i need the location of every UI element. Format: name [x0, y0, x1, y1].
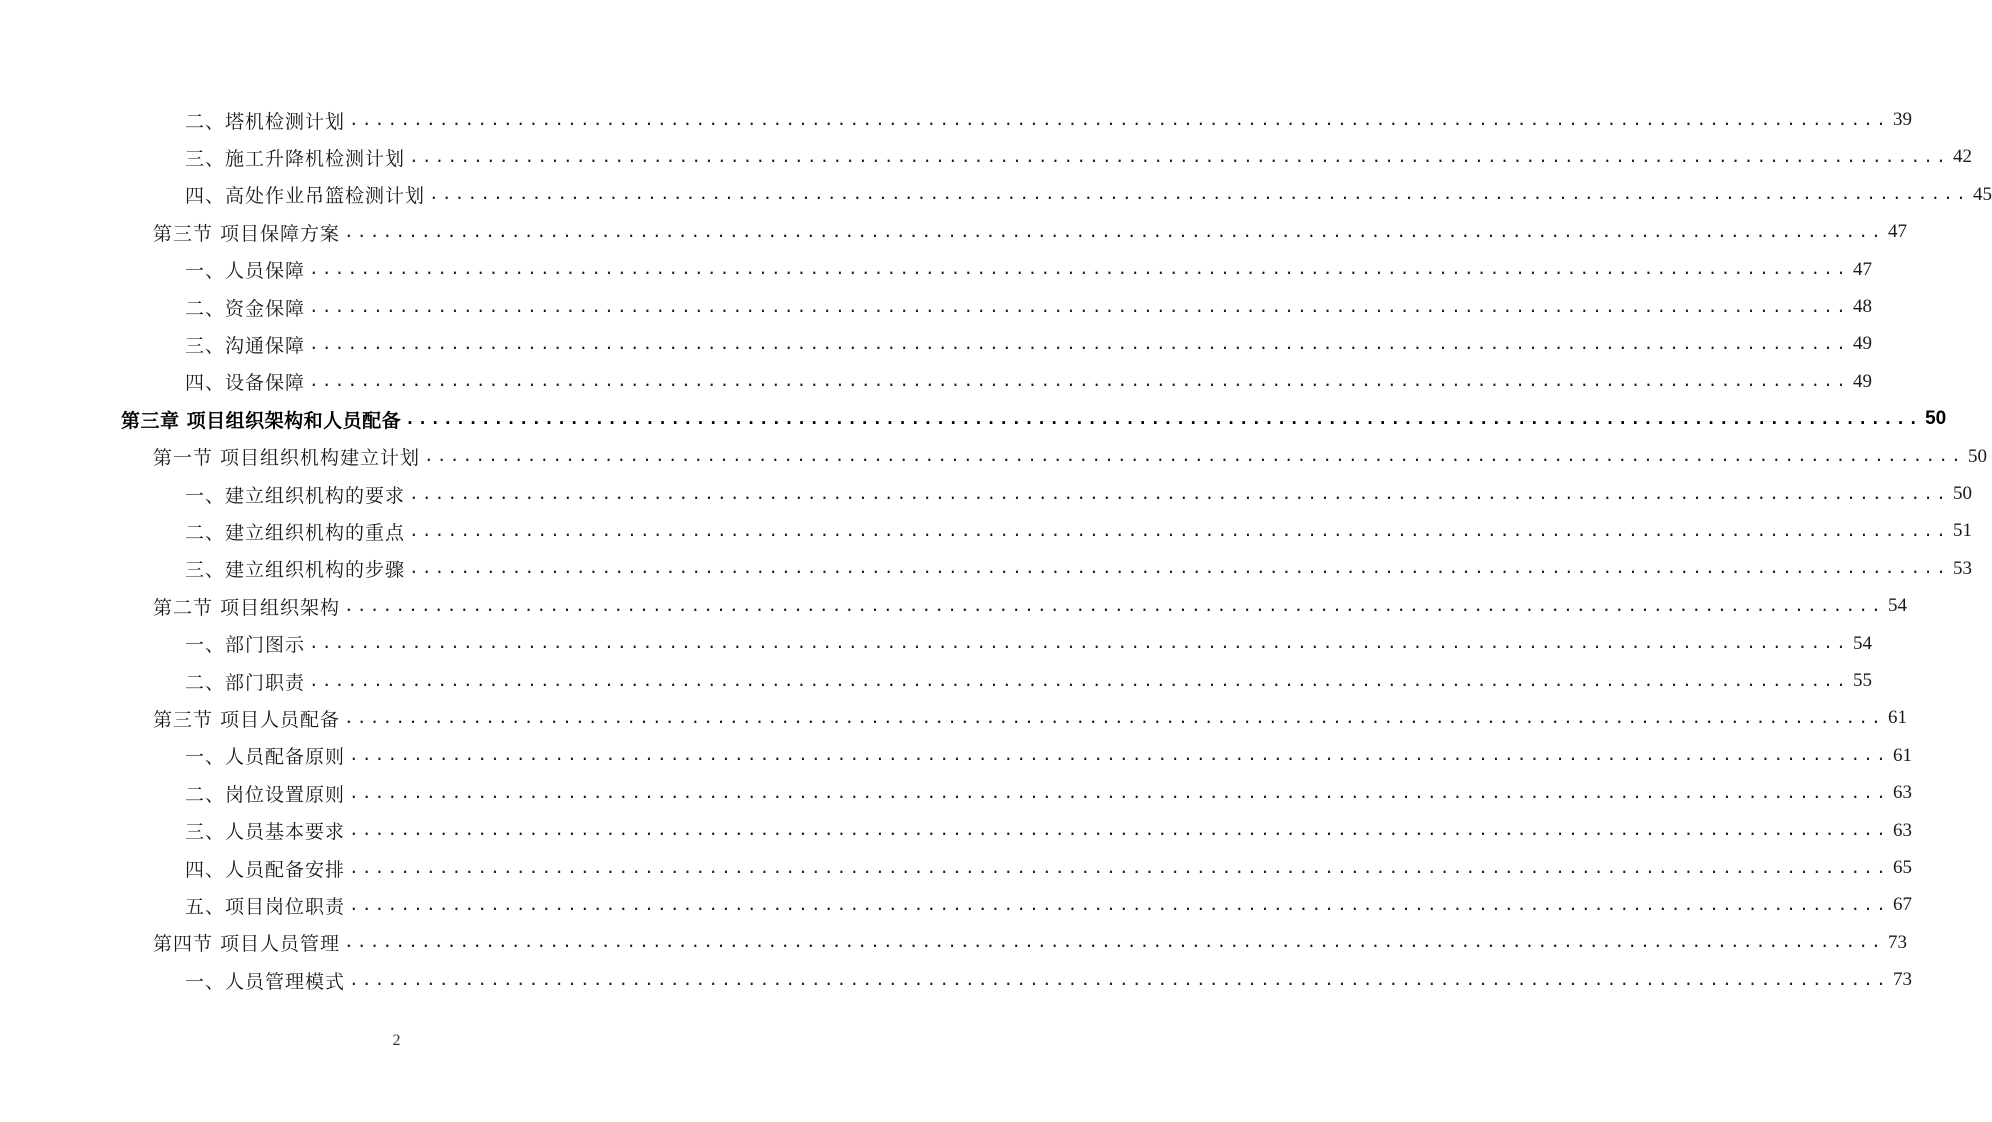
toc-entry-title: 四、设备保障: [185, 372, 306, 395]
toc-section-entry[interactable]: [153, 591, 1907, 621]
toc-entry-page-number: 67: [1892, 894, 1912, 916]
toc-entry-page-number: 39: [1892, 109, 1912, 130]
toc-dot-leader: ........................................................................................................................: [344, 932, 1884, 952]
toc-subsection-entry[interactable]: [185, 516, 1972, 546]
toc-entry-page-number: 63: [1892, 819, 1912, 841]
toc-entry-page-number: 54: [1852, 632, 1872, 654]
toc-dot-leader: ........................................................................................................................: [409, 146, 1949, 166]
toc-entry-title: 第三章 项目组织架构和人员配备: [121, 409, 402, 432]
toc-entry-page-number: 49: [1852, 370, 1872, 392]
toc-subsection-entry[interactable]: [185, 367, 1872, 397]
toc-dot-leader: ........................................................................................................................: [349, 894, 1889, 914]
toc-entry-page-number: 54: [1887, 595, 1907, 617]
toc-entry-title: 四、人员配备安排: [185, 858, 346, 881]
toc-entry-title: 第四节 项目人员管理: [153, 933, 341, 956]
toc-subsection-entry[interactable]: [185, 965, 1912, 995]
toc-entry-title: 二、资金保障: [185, 297, 306, 320]
toc-entry-page-number: 51: [1952, 520, 1972, 542]
toc-entry-title: 一、部门图示: [185, 634, 306, 657]
toc-entry-page-number: 61: [1892, 744, 1912, 766]
toc-entry-title: 一、人员配备原则: [185, 746, 346, 769]
toc-entry-title: 三、人员基本要求: [185, 821, 346, 844]
toc-dot-leader: ........................................................................................................................: [424, 446, 1964, 466]
toc-entry-page-number: 47: [1852, 258, 1872, 280]
toc-entry-title: 四、高处作业吊篮检测计划: [185, 185, 426, 208]
toc-entry-title: 一、人员保障: [185, 260, 306, 283]
toc-entry-page-number: 53: [1952, 557, 1972, 579]
toc-entry-title: 一、建立组织机构的要求: [185, 484, 406, 507]
toc-entry-title: 二、岗位设置原则: [185, 783, 346, 806]
toc-dot-leader: ........................................................................................................................: [309, 333, 1849, 353]
toc-entry-page-number: 65: [1892, 857, 1912, 878]
toc-entry-page-number: 73: [1887, 931, 1907, 953]
toc-section-entry[interactable]: [153, 442, 1987, 472]
toc-subsection-entry[interactable]: [185, 741, 1912, 771]
toc-dot-leader: ........................................................................................................................: [349, 782, 1889, 802]
toc-dot-leader: ........................................................................................................................: [409, 558, 1949, 578]
toc-entry-title: 二、塔机检测计划: [185, 110, 346, 133]
toc-subsection-entry[interactable]: [185, 329, 1872, 359]
toc-dot-leader: ........................................................................................................................: [409, 520, 1949, 540]
toc-subsection-entry[interactable]: [185, 853, 1912, 883]
toc-dot-leader: ........................................................................................................................: [349, 820, 1889, 840]
toc-dot-leader: ........................................................................................................................: [349, 857, 1889, 877]
toc-entry-title: 第二节 项目组织架构: [153, 596, 341, 619]
toc-dot-leader: ........................................................................................................................: [409, 483, 1949, 503]
toc-entry-title: 第三节 项目保障方案: [153, 222, 341, 245]
toc-entry-title: 二、建立组织机构的重点: [185, 521, 406, 544]
toc-entry-page-number: 45: [1972, 183, 1992, 205]
toc-subsection-entry[interactable]: [185, 890, 1912, 920]
toc-entry-title: 五、项目岗位职责: [185, 895, 346, 918]
toc-subsection-entry[interactable]: [185, 666, 1872, 696]
toc-dot-leader: ........................................................................................................................: [349, 109, 1889, 129]
toc-entry-page-number: 50: [1952, 483, 1972, 504]
toc-entry-title: 二、部门职责: [185, 671, 306, 694]
toc-entry-page-number: 47: [1887, 221, 1907, 243]
toc-subsection-entry[interactable]: [185, 105, 1912, 135]
toc-chapter-entry[interactable]: [121, 404, 1947, 434]
toc-entry-page-number: 73: [1892, 969, 1912, 991]
toc-entry-page-number: 48: [1852, 296, 1872, 317]
toc-subsection-entry[interactable]: [185, 554, 1972, 584]
toc-subsection-entry[interactable]: [185, 778, 1912, 808]
toc-subsection-entry[interactable]: [185, 292, 1872, 322]
toc-entry-title: 三、建立组织机构的步骤: [185, 559, 406, 582]
toc-entry-page-number: 50: [1925, 408, 1947, 430]
page-number: 2: [392, 1032, 401, 1049]
toc-subsection-entry[interactable]: [185, 142, 1972, 172]
toc-entry-page-number: 42: [1952, 146, 1972, 168]
toc-dot-leader: ........................................................................................................................: [309, 670, 1849, 690]
toc-subsection-entry[interactable]: [185, 816, 1912, 846]
toc-subsection-entry[interactable]: [185, 479, 1972, 509]
toc-entry-title: 第三节 项目人员配备: [153, 708, 341, 731]
toc-subsection-entry[interactable]: [185, 180, 1992, 210]
toc-section-entry[interactable]: [153, 928, 1907, 958]
toc-dot-leader: ........................................................................................................................: [309, 296, 1849, 316]
toc-dot-leader: ........................................................................................................................: [344, 707, 1884, 727]
toc-dot-leader: ........................................................................................................................: [309, 259, 1849, 279]
toc-subsection-entry[interactable]: [185, 629, 1872, 659]
toc-section-entry[interactable]: [153, 703, 1907, 733]
toc-section-entry[interactable]: [153, 217, 1907, 247]
toc-entry-page-number: 49: [1852, 333, 1872, 355]
toc-entry-page-number: 50: [1967, 445, 1987, 467]
toc-dot-leader: ........................................................................................................................: [405, 408, 1922, 428]
toc-dot-leader: ........................................................................................................................: [429, 184, 1969, 204]
toc-dot-leader: ........................................................................................................................: [349, 745, 1889, 765]
toc-entry-title: 第一节 项目组织机构建立计划: [153, 447, 421, 470]
toc-entry-title: 三、施工升降机检测计划: [185, 147, 406, 170]
toc-dot-leader: ........................................................................................................................: [349, 969, 1889, 989]
toc-dot-leader: ........................................................................................................................: [344, 595, 1884, 615]
toc-entry-title: 三、沟通保障: [185, 334, 306, 357]
toc-dot-leader: ........................................................................................................................: [309, 633, 1849, 653]
toc-entry-page-number: 63: [1892, 782, 1912, 804]
toc-dot-leader: ........................................................................................................................: [309, 371, 1849, 391]
toc-entry-page-number: 55: [1852, 670, 1872, 691]
toc-entry-title: 一、人员管理模式: [185, 970, 346, 993]
toc-subsection-entry[interactable]: [185, 255, 1872, 285]
toc-dot-leader: ........................................................................................................................: [344, 221, 1884, 241]
toc-entry-page-number: 61: [1887, 707, 1907, 729]
